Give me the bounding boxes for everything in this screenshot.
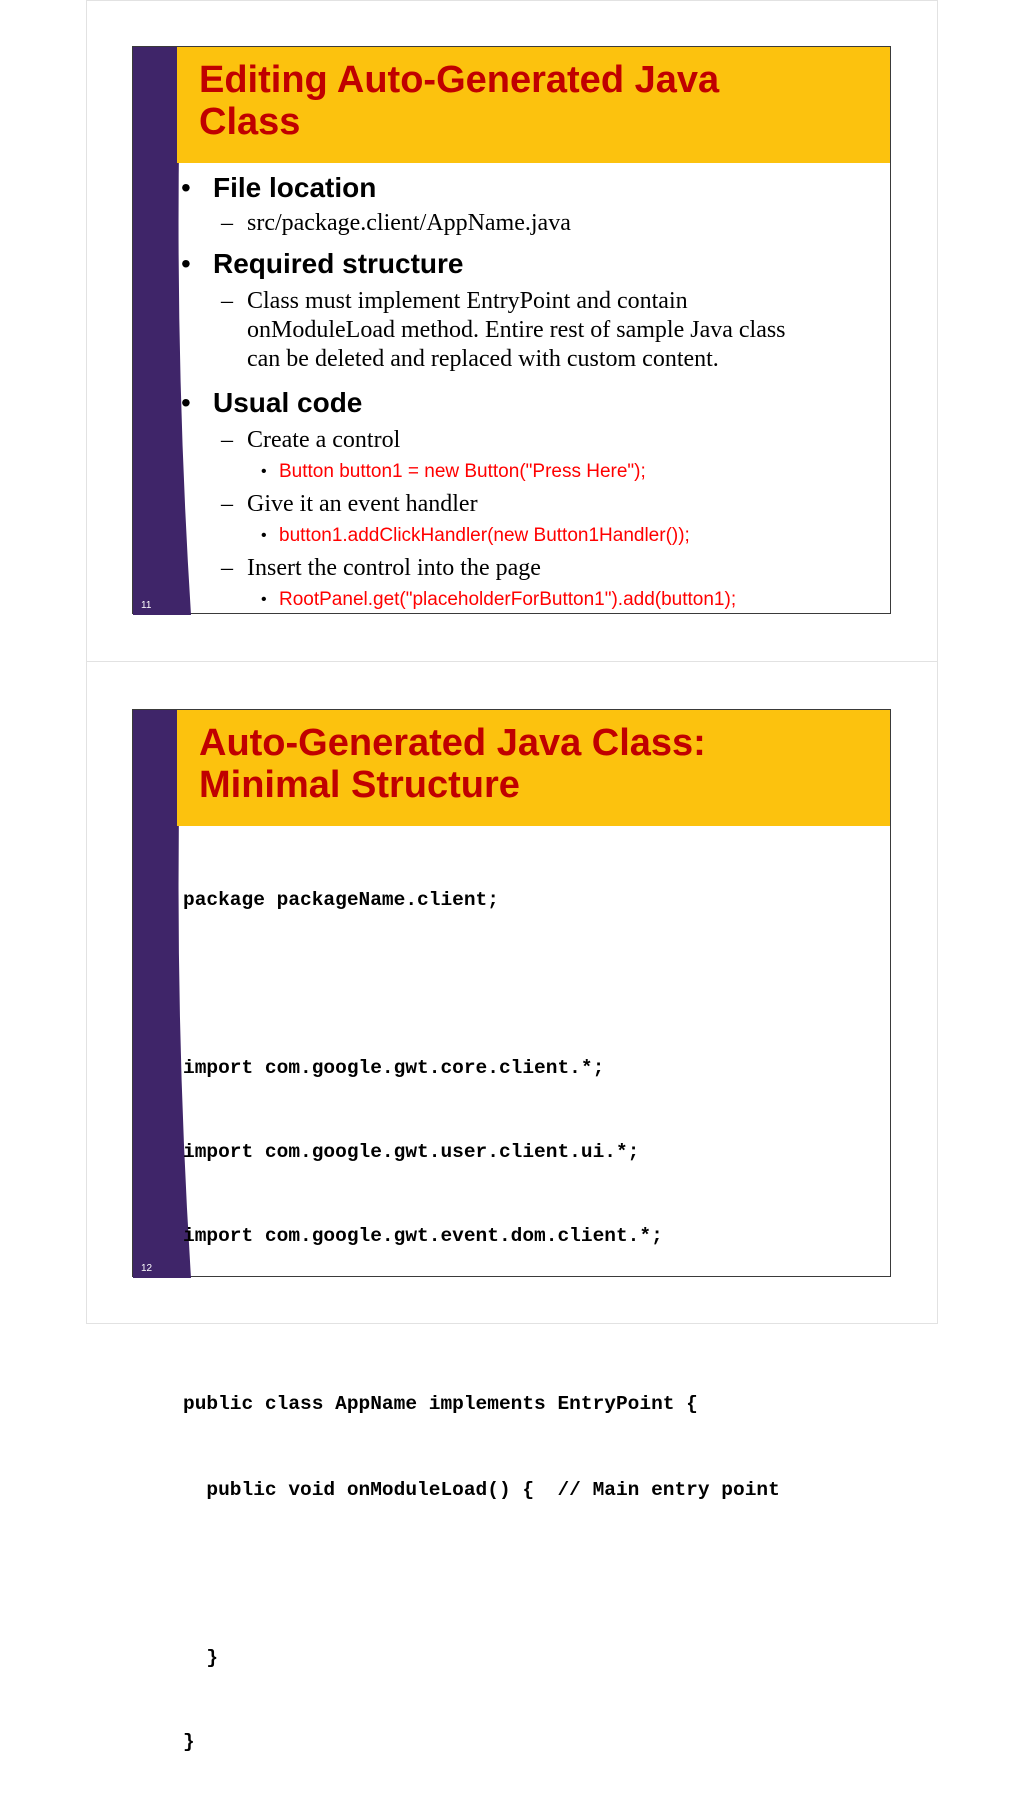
code-bullet (181, 457, 880, 486)
bullet-file-location (181, 171, 880, 205)
slide-title-line-1: Editing Auto-Generated Java (199, 59, 720, 101)
slide-title-line-1: Auto-Generated Java Class: (199, 722, 706, 764)
sub-bullet-text: Create a control (247, 427, 401, 453)
slide-title (199, 59, 839, 143)
sub-bullet-text: Give it an event handler (247, 491, 478, 517)
code-line: public class AppName implements EntryPoint { (183, 1393, 698, 1415)
dash-marker: – (221, 210, 233, 236)
code-bullet (181, 585, 880, 614)
sub-bullet-text: Insert the control into the page (247, 555, 541, 581)
sub-bullet-line: Class must implement EntryPoint and contain (247, 288, 688, 314)
slide-11 (132, 46, 891, 614)
code-line (183, 1560, 780, 1588)
code-line: import com.google.gwt.event.dom.client.*; (183, 1225, 663, 1247)
bullet-dot: • (181, 387, 191, 418)
code-bullet-text: Button button1 = new Button("Press Here"); (279, 461, 646, 482)
code-line (183, 970, 780, 998)
bullet-dot: • (261, 527, 267, 544)
dash-marker: – (221, 427, 233, 453)
sub-bullet-line: can be deleted and replaced with custom content. (247, 346, 719, 372)
code-bullet (181, 521, 880, 550)
bullet-dot: • (261, 463, 267, 480)
sub-bullet (181, 426, 880, 455)
sub-bullet (181, 287, 880, 374)
code-line: import com.google.gwt.user.client.ui.*; (183, 1141, 640, 1163)
code-bullet-text: button1.addClickHandler(new Button1Handler()); (279, 525, 690, 546)
bullet-text: Usual code (213, 387, 363, 418)
slide-number: 11 (141, 600, 152, 611)
code-block (183, 830, 780, 1812)
dash-marker: – (221, 491, 233, 517)
sub-bullet (181, 554, 880, 583)
sub-bullet-text: src/package.client/AppName.java (247, 210, 571, 236)
dash-marker: – (221, 555, 233, 581)
slide-12 (132, 709, 891, 1753)
slide-number: 12 (141, 1263, 153, 1274)
code-line: package packageName.client; (183, 889, 499, 911)
code-bullet-text: RootPanel.get("placeholderForButton1").add(button1); (279, 589, 737, 610)
bullet-required-structure (181, 247, 880, 281)
bullet-usual-code (181, 386, 880, 420)
slide-title-line-2: Minimal Structure (199, 764, 520, 806)
sub-bullet-line: onModuleLoad method. Entire rest of sample Java class (247, 317, 786, 343)
slide-divider (86, 661, 938, 662)
code-line: public void onModuleLoad() { // Main entry point (183, 1479, 780, 1501)
slide-title (199, 722, 839, 806)
code-line: } (183, 1647, 219, 1669)
code-line: import com.google.gwt.core.client.*; (183, 1057, 605, 1079)
code-line (183, 1306, 780, 1334)
code-line: } (183, 1731, 195, 1753)
slide-content (181, 167, 880, 614)
bullet-dot: • (181, 248, 191, 279)
bullet-text: Required structure (213, 248, 464, 279)
bullet-dot: • (181, 172, 191, 203)
sub-bullet (181, 209, 880, 238)
bullet-dot: • (261, 591, 267, 608)
bullet-text: File location (213, 172, 377, 203)
slide-title-line-2: Class (199, 101, 301, 143)
dash-marker: – (221, 288, 233, 314)
sub-bullet (181, 490, 880, 519)
